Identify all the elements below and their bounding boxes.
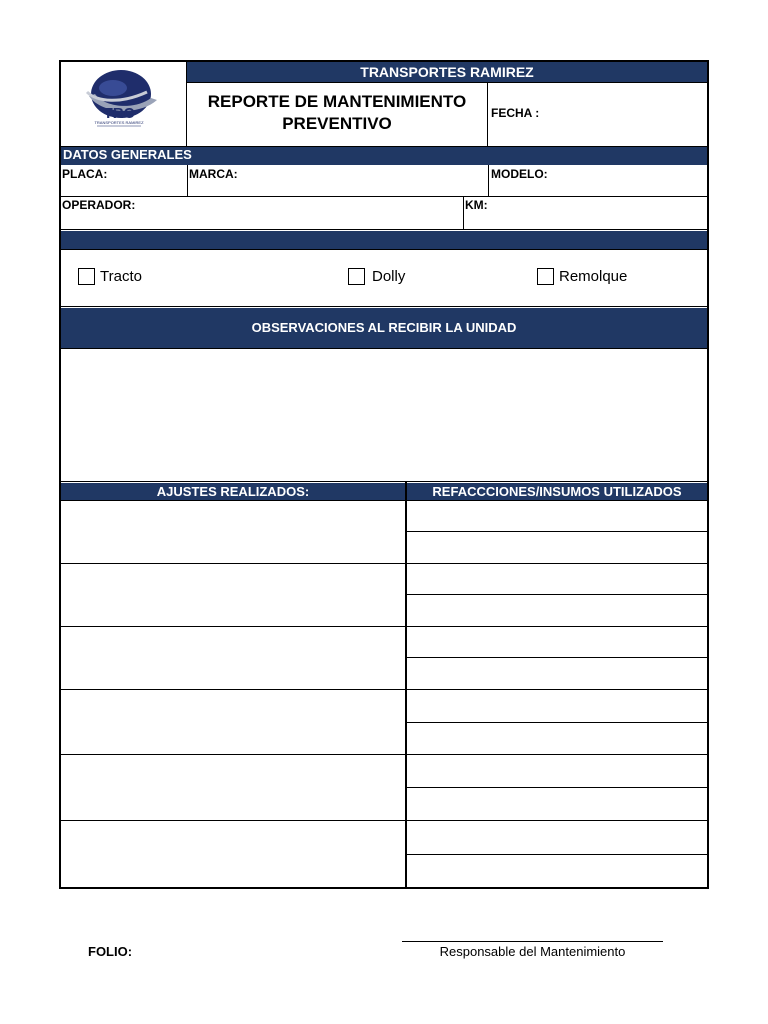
- modelo-field[interactable]: [553, 166, 705, 195]
- ajustes-row[interactable]: [62, 501, 404, 563]
- company-logo: [61, 62, 187, 146]
- marca-field[interactable]: [240, 166, 485, 195]
- km-label: KM:: [465, 198, 488, 212]
- refacciones-row[interactable]: [408, 755, 706, 786]
- refacciones-row[interactable]: [408, 658, 706, 688]
- refacciones-row[interactable]: [408, 690, 706, 721]
- column-divider: [405, 482, 407, 888]
- operador-label: OPERADOR:: [62, 198, 136, 212]
- tracto-label: Tracto: [100, 268, 142, 285]
- placa-field[interactable]: [110, 166, 184, 195]
- refacciones-label: REFACCCIONES/INSUMOS UTILIZADOS: [432, 484, 682, 499]
- dolly-checkbox[interactable]: [348, 268, 365, 285]
- signature-line: [402, 941, 663, 942]
- logo-cell: [61, 62, 187, 146]
- report-title-line1: REPORTE DE MANTENIMIENTO: [207, 92, 467, 111]
- company-name-bar: [187, 62, 707, 82]
- refacciones-header: [407, 483, 707, 500]
- observaciones-field[interactable]: [62, 350, 706, 480]
- ajustes-row[interactable]: [62, 690, 404, 754]
- placa-label: PLACA:: [62, 167, 108, 181]
- folio-label: FOLIO:: [88, 944, 133, 959]
- km-field[interactable]: [492, 197, 705, 228]
- dolly-label: Dolly: [372, 268, 406, 285]
- observaciones-label: OBSERVACIONES AL RECIBIR LA UNIDAD: [251, 320, 517, 335]
- ajustes-row[interactable]: [62, 627, 404, 689]
- refacciones-row[interactable]: [408, 788, 706, 819]
- report-title: [187, 83, 487, 145]
- separator-bar: [61, 231, 707, 249]
- company-name: TRANSPORTES RAMIREZ: [360, 64, 534, 80]
- ajustes-row[interactable]: [62, 821, 404, 887]
- marca-label: MARCA:: [189, 167, 238, 181]
- logo-text: TRC: [103, 105, 135, 122]
- refacciones-row[interactable]: [408, 723, 706, 753]
- refacciones-row[interactable]: [408, 564, 706, 593]
- refacciones-row[interactable]: [408, 532, 706, 562]
- refacciones-row[interactable]: [408, 595, 706, 625]
- refacciones-row[interactable]: [408, 821, 706, 853]
- refacciones-row[interactable]: [408, 501, 706, 530]
- operador-field[interactable]: [140, 197, 460, 228]
- logo-subtext: TRANSPORTES RAMIREZ: [94, 120, 144, 125]
- datos-generales-label: DATOS GENERALES: [63, 147, 192, 162]
- refacciones-row[interactable]: [408, 855, 706, 887]
- remolque-label: Remolque: [559, 268, 628, 285]
- observaciones-bar: [61, 308, 707, 348]
- folio-field[interactable]: [140, 942, 320, 962]
- signature-label: Responsable del Mantenimiento: [439, 944, 626, 959]
- fecha-label: FECHA :: [491, 106, 540, 120]
- tracto-checkbox[interactable]: [78, 268, 95, 285]
- refacciones-row[interactable]: [408, 627, 706, 656]
- datos-generales-bar: [61, 147, 707, 165]
- modelo-label: MODELO:: [491, 167, 548, 181]
- ajustes-row[interactable]: [62, 564, 404, 626]
- ajustes-header: [61, 483, 405, 500]
- ajustes-row[interactable]: [62, 755, 404, 820]
- ajustes-label: AJUSTES REALIZADOS:: [156, 484, 310, 499]
- fecha-field[interactable]: [545, 86, 703, 142]
- report-title-line2: PREVENTIVO: [282, 114, 392, 133]
- remolque-checkbox[interactable]: [537, 268, 554, 285]
